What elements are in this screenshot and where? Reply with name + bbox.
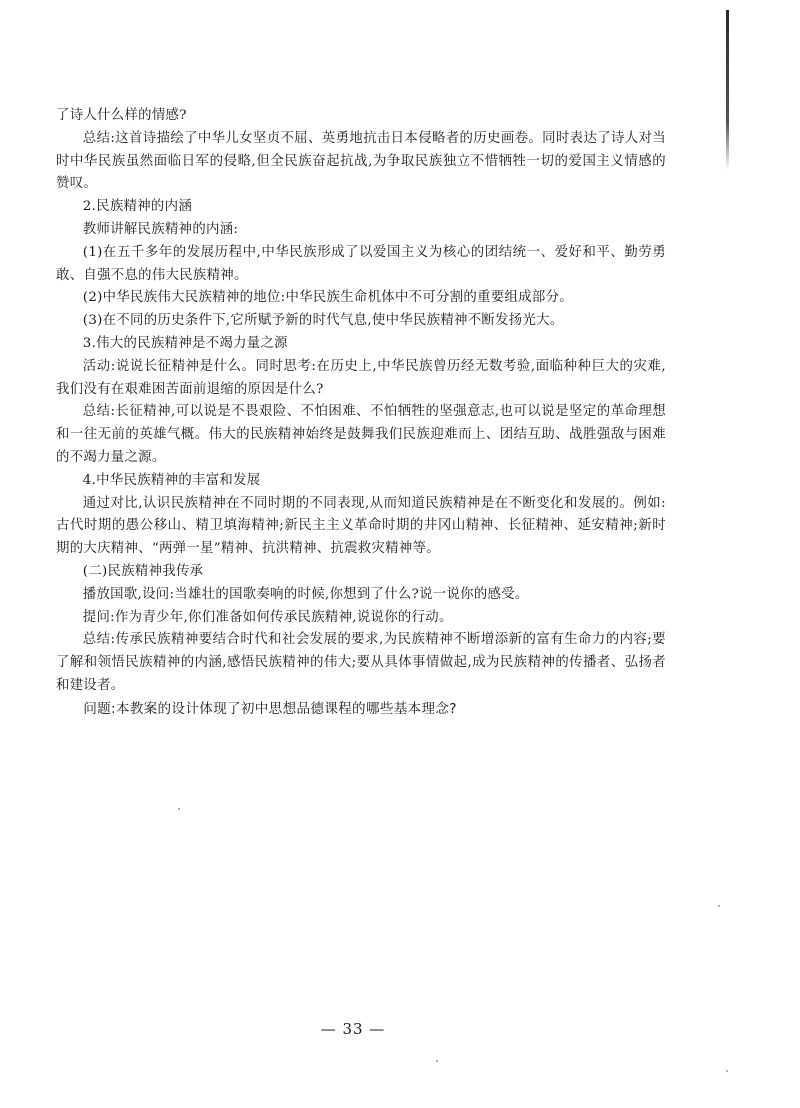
list-item: (1)在五千多年的发展历程中,中华民族形成了以爱国主义为核心的团结统一、爱好和平、勤劳勇敢、自强不息的伟大民族精神。 bbox=[56, 244, 666, 283]
page-number: — 33 — bbox=[320, 1020, 386, 1038]
paragraph: 了诗人什么样的情感? bbox=[56, 108, 187, 123]
scan-speck bbox=[726, 1070, 728, 1072]
paragraph: 提问:作为青少年,你们准备如何传承民族精神,说说你的行动。 bbox=[82, 609, 453, 625]
section-heading: 4.中华民族精神的丰富和发展 bbox=[82, 472, 261, 488]
paragraph: 总结:传承民族精神要结合时代和社会发展的要求,为民族精神不断增添新的富有生命力的内容;要了解和领悟民族精神的内涵,感悟民族精神的伟大;要从具体事情做起,成为民族精神的传播者、弘扬者和建设者。 bbox=[56, 632, 666, 693]
paragraph: 总结:这首诗描绘了中华儿女坚贞不屈、英勇地抗击日本侵略者的历史画卷。同时表达了诗人对当时中华民族虽然面临日军的侵略,但全民族奋起抗战,为争取民族独立不惜牺牲一切的爱国主义情感的赞叹。 bbox=[56, 130, 666, 192]
document-body bbox=[56, 105, 666, 721]
exam-question: 问题:本教案的设计体现了初中思想品德课程的哪些基本理念? bbox=[83, 700, 457, 717]
section-heading: (二)民族精神我传承 bbox=[82, 563, 204, 579]
section-heading: 2.民族精神的内涵 bbox=[82, 199, 193, 215]
scan-speck bbox=[436, 1060, 438, 1062]
paragraph: 通过对比,认识民族精神在不同时期的不同表现,从而知道民族精神是在不断变化和发展的。例如:古代时期的愚公移山、精卫填海精神;新民主主义革命时期的井冈山精神、长征精神、延安精神;新时期的大庆精神、“两弹一星”精神、抗洪精神、抗震救灾精神等。 bbox=[56, 495, 666, 557]
scan-edge-mark bbox=[726, 10, 729, 170]
scan-speck bbox=[178, 808, 180, 810]
paragraph: 教师讲解民族精神的内涵: bbox=[82, 221, 239, 237]
paragraph: 总结:长征精神,可以说是不畏艰险、不怕困难、不怕牺牲的坚强意志,也可以说是坚定的革命理想和一往无前的英雄气概。伟大的民族精神始终是鼓舞我们民族迎难而上、团结互助、战胜强敌与困难的不竭力量之源。 bbox=[56, 404, 666, 465]
section-heading: 3.伟大的民族精神是不竭力量之源 bbox=[82, 335, 288, 351]
paragraph: 活动:说说长征精神是什么。同时思考:在历史上,中华民族曾历经无数考验,面临种种巨大的灾难,我们没有在艰难困苦面前退缩的原因是什么? bbox=[56, 358, 666, 397]
list-item: (2)中华民族伟大民族精神的地位:中华民族生命机体中不可分割的重要组成部分。 bbox=[82, 290, 573, 306]
scan-speck bbox=[718, 905, 720, 907]
paragraph: 播放国歌,设问:当雄壮的国歌奏响的时候,你想到了什么?说一说你的感受。 bbox=[82, 586, 529, 602]
list-item: (3)在不同的历史条件下,它所赋予新的时代气息,使中华民族精神不断发扬光大。 bbox=[82, 313, 564, 329]
